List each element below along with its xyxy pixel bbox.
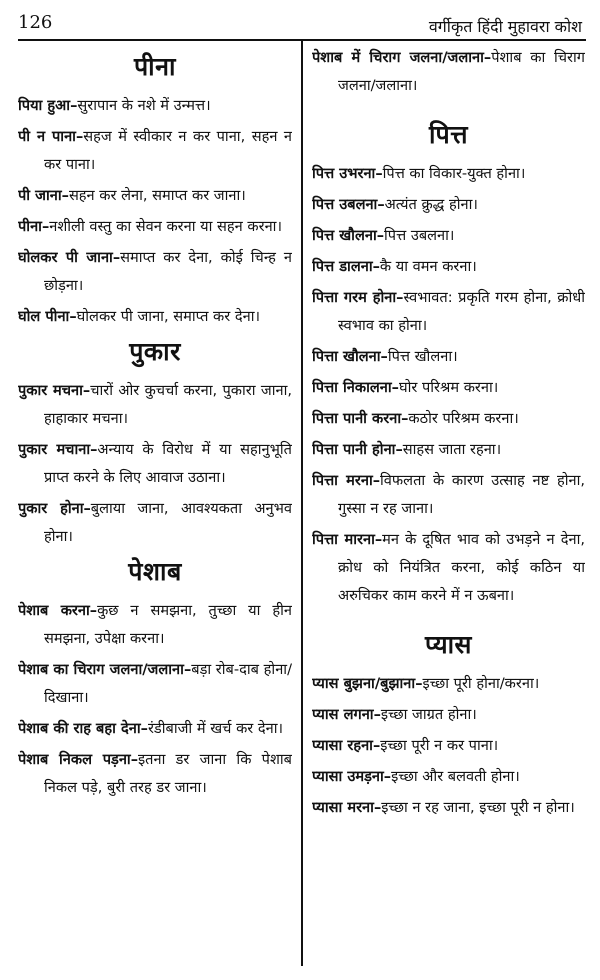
term-separator: – bbox=[140, 720, 148, 737]
idiom-term: प्यासा रहना bbox=[312, 737, 373, 754]
idiom-definition: समाप्त कर देना, कोई चिन्ह न छोड़ना। bbox=[44, 249, 292, 294]
right-column bbox=[312, 44, 585, 980]
idiom-definition: पित्त खौलना। bbox=[387, 348, 458, 365]
idiom-entry bbox=[312, 763, 585, 791]
term-separator: – bbox=[374, 531, 383, 548]
idiom-term: पेशाब की राह बहा देना bbox=[18, 720, 141, 737]
idiom-definition: इच्छा पूरी होना/करना। bbox=[422, 675, 540, 692]
idiom-definition: इच्छा न रह जाना, इच्छा पूरी न होना। bbox=[381, 799, 575, 816]
section-heading: पेशाब bbox=[128, 557, 182, 586]
idiom-definition: विफलता के कारण उत्साह नष्ट होना, गुस्सा न रह जाना। bbox=[338, 472, 585, 517]
idiom-term: पेशाब निकल पड़ना bbox=[18, 751, 131, 768]
idiom-definition: बुलाया जाना, आवश्यकता अनुभव होना। bbox=[44, 500, 292, 545]
idiom-entry bbox=[312, 343, 585, 371]
idiom-entry bbox=[18, 213, 292, 241]
idiom-definition: इतना डर जाना कि पेशाब निकल पड़े, बुरी तरह डर जाना। bbox=[44, 751, 292, 796]
section-heading: पित्त bbox=[429, 120, 468, 149]
idiom-definition: साहस जाता रहना। bbox=[402, 441, 502, 458]
idiom-definition: कुछ न समझना, तुच्छा या हीन समझना, उपेक्षा करना। bbox=[44, 602, 292, 647]
idiom-entry bbox=[18, 123, 292, 179]
idiom-entry bbox=[312, 374, 585, 402]
term-separator: – bbox=[70, 97, 78, 114]
term-separator: – bbox=[372, 737, 381, 754]
idiom-term: प्यासा उमड़ना bbox=[312, 768, 384, 785]
idiom-entry bbox=[312, 436, 585, 464]
idiom-term: पी न पाना bbox=[18, 128, 76, 145]
idiom-entry bbox=[18, 495, 292, 551]
idiom-entry bbox=[312, 732, 585, 760]
term-separator: – bbox=[89, 602, 98, 619]
idiom-entry bbox=[312, 405, 585, 433]
idiom-term: पित्ता निकालना bbox=[312, 379, 392, 396]
idiom-entry bbox=[312, 284, 585, 340]
idiom-definition: रंडीबाजी में खर्च कर देना। bbox=[147, 720, 284, 737]
idiom-entry bbox=[312, 191, 585, 219]
idiom-entry bbox=[312, 160, 585, 188]
idiom-term: घोल पीना bbox=[18, 308, 70, 325]
idiom-term: प्यास बुझना/बुझाना bbox=[312, 675, 416, 692]
idiom-term: पी जाना bbox=[18, 187, 62, 204]
column-divider bbox=[301, 41, 303, 966]
idiom-term: पीना bbox=[18, 218, 42, 235]
idiom-term: पेशाब में चिराग जलना/जलाना bbox=[312, 49, 484, 66]
idiom-entry bbox=[18, 746, 292, 802]
idiom-entry bbox=[312, 467, 585, 523]
idiom-entry bbox=[18, 303, 292, 331]
term-separator: – bbox=[90, 441, 98, 458]
idiom-definition: इच्छा जाग्रत होना। bbox=[380, 706, 477, 723]
term-separator: – bbox=[372, 258, 380, 275]
idiom-term: पुकार मचना bbox=[18, 382, 83, 399]
term-separator: – bbox=[130, 751, 138, 768]
term-separator: – bbox=[75, 128, 84, 145]
term-separator: – bbox=[373, 799, 382, 816]
idiom-definition: स्वभावत: प्रकृति गरम होना, क्रोधी स्वभाव का होना। bbox=[338, 289, 585, 334]
idiom-definition: अन्याय के विरोध में या सहानुभूति प्राप्त करने के लिए आवाज उठाना। bbox=[44, 441, 292, 486]
idiom-definition: चारों ओर कुचर्चा करना, पुकारा जाना, हाहाकार मचना। bbox=[44, 382, 292, 427]
term-separator: – bbox=[395, 441, 403, 458]
idiom-entry bbox=[18, 182, 292, 210]
idiom-entry bbox=[18, 436, 292, 492]
idiom-term: पित्त खौलना bbox=[312, 227, 377, 244]
term-separator: – bbox=[61, 187, 69, 204]
idiom-definition: इच्छा और बलवती होना। bbox=[391, 768, 520, 785]
section-heading: पीना bbox=[133, 52, 177, 81]
idiom-definition: इच्छा पूरी न कर पाना। bbox=[380, 737, 499, 754]
page-number: 126 bbox=[18, 12, 53, 33]
idiom-entry bbox=[18, 377, 292, 433]
idiom-entry bbox=[312, 44, 585, 100]
idiom-entry bbox=[312, 701, 585, 729]
term-separator: – bbox=[377, 196, 385, 213]
idiom-term: पेशाब करना bbox=[18, 602, 90, 619]
idiom-entry bbox=[312, 794, 585, 822]
idiom-entry bbox=[18, 597, 292, 653]
idiom-term: पित्त उबलना bbox=[312, 196, 378, 213]
idiom-definition: घोर परिश्रम करना। bbox=[398, 379, 499, 396]
idiom-entry bbox=[312, 253, 585, 281]
idiom-entry bbox=[18, 715, 292, 743]
idiom-definition: मन के दूषित भाव को उभड़ने न देना, क्रोध को नियंत्रित करना, कोई कठिन या अरुचिकर काम करने में न ऊबना। bbox=[338, 531, 585, 604]
idiom-term: पित्ता पानी होना bbox=[312, 441, 396, 458]
idiom-definition: घोलकर पी जाना, समाप्त कर देना। bbox=[76, 308, 261, 325]
idiom-term: पुकार होना bbox=[18, 500, 84, 517]
idiom-term: प्यास लगना bbox=[312, 706, 374, 723]
idiom-term: पित्ता मरना bbox=[312, 472, 373, 489]
idiom-term: पुकार मचाना bbox=[18, 441, 91, 458]
left-column bbox=[18, 44, 292, 980]
idiom-definition: नशीली वस्तु का सेवन करना या सहन करना। bbox=[49, 218, 282, 235]
term-separator: – bbox=[373, 706, 381, 723]
idiom-entry bbox=[18, 244, 292, 300]
idiom-definition: सहज में स्वीकार न कर पाना, सहन न कर पाना। bbox=[44, 128, 292, 173]
idiom-entry bbox=[18, 92, 292, 120]
idiom-definition: सहन कर लेना, समाप्त कर जाना। bbox=[68, 187, 246, 204]
idiom-entry bbox=[312, 222, 585, 250]
term-separator: – bbox=[41, 218, 50, 235]
term-separator: – bbox=[376, 227, 385, 244]
term-separator: – bbox=[380, 348, 388, 365]
term-separator: – bbox=[69, 308, 77, 325]
term-separator: – bbox=[391, 379, 399, 396]
term-separator: – bbox=[183, 661, 192, 678]
term-separator: – bbox=[112, 249, 121, 266]
idiom-term: पित्ता गरम होना bbox=[312, 289, 397, 306]
idiom-definition: पित्त उबलना। bbox=[384, 227, 455, 244]
idiom-definition: कठोर परिश्रम करना। bbox=[408, 410, 519, 427]
idiom-definition: पित्त का विकार-युक्त होना। bbox=[382, 165, 526, 182]
idiom-definition: सुरापान के नशे में उन्मत्त। bbox=[77, 97, 211, 114]
idiom-term: घोलकर पी जाना bbox=[18, 249, 113, 266]
section-heading: पुकार bbox=[129, 337, 181, 366]
term-separator: – bbox=[415, 675, 423, 692]
term-separator: – bbox=[401, 410, 409, 427]
idiom-term: पित्त उभरना bbox=[312, 165, 376, 182]
term-separator: – bbox=[372, 472, 381, 489]
idiom-term: पेशाब का चिराग जलना/जलाना bbox=[18, 661, 184, 678]
idiom-definition: पेशाब का चिराग जलना/जलाना। bbox=[338, 49, 585, 94]
section-heading: प्यास bbox=[425, 630, 472, 659]
term-separator: – bbox=[83, 500, 91, 517]
idiom-definition: कै या वमन करना। bbox=[379, 258, 477, 275]
idiom-definition: अत्यंत क्रुद्ध होना। bbox=[384, 196, 478, 213]
term-separator: – bbox=[396, 289, 404, 306]
term-separator: – bbox=[375, 165, 383, 182]
term-separator: – bbox=[82, 382, 91, 399]
term-separator: – bbox=[483, 49, 492, 66]
idiom-term: पित्ता पानी करना bbox=[312, 410, 402, 427]
term-separator: – bbox=[383, 768, 392, 785]
idiom-entry bbox=[312, 526, 585, 610]
idiom-term: पित्त डालना bbox=[312, 258, 373, 275]
idiom-term: पित्ता खौलना bbox=[312, 348, 381, 365]
idiom-definition: बड़ा रोब-दाब होना/दिखाना। bbox=[44, 661, 292, 706]
idiom-entry bbox=[18, 656, 292, 712]
idiom-term: पिया हुआ bbox=[18, 97, 71, 114]
running-head: वर्गीकृत हिंदी मुहावरा कोश bbox=[428, 17, 582, 36]
idiom-term: प्यासा मरना bbox=[312, 799, 374, 816]
idiom-term: पित्ता मारना bbox=[312, 531, 375, 548]
idiom-entry bbox=[312, 670, 585, 698]
